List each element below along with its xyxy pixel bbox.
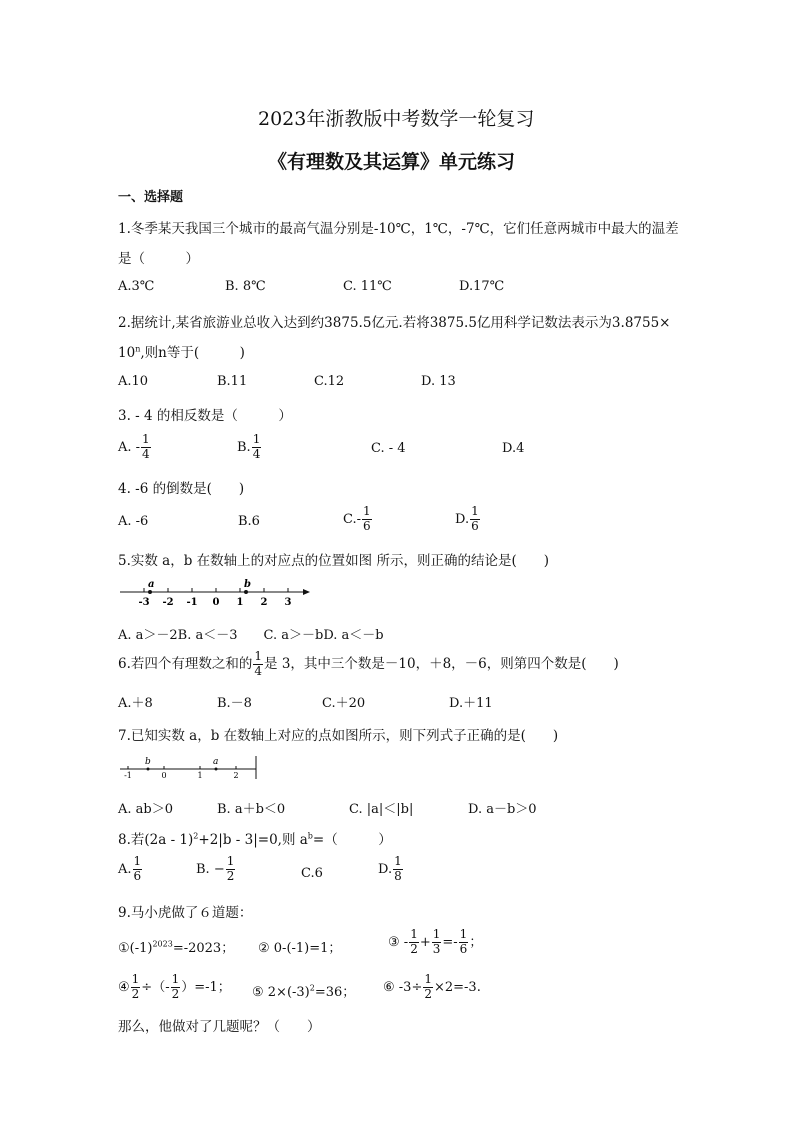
question-9-expression-2: ② 0-(-1)=1；: [258, 941, 342, 956]
question-3-stem: 3. - 4 的相反数是（ ）: [118, 408, 292, 424]
option-label: A. -: [118, 439, 141, 455]
question-9-prompt: 那么，他做对了几题呢？（ ）: [118, 1019, 321, 1035]
point-a: [215, 768, 218, 771]
question-3-option-a: [118, 433, 152, 462]
denominator: 2: [410, 941, 418, 956]
question-4-option-d: [455, 505, 481, 534]
question-9-expression-1: [118, 937, 234, 956]
fraction: [226, 855, 236, 884]
axis-tick-label: 0: [161, 771, 167, 780]
denominator: 4: [142, 446, 150, 461]
section-heading: 一、选择题: [118, 190, 184, 205]
axis-ticks: [124, 766, 238, 780]
numerator: 1: [410, 927, 418, 941]
question-4-option-b: B.6: [238, 514, 260, 529]
question-2-stem-rest: ,则n等于( ): [140, 345, 245, 361]
denominator: 2: [424, 986, 432, 1001]
question-2-option-a: A.10: [118, 374, 149, 389]
expr-eq: =-: [442, 934, 458, 950]
fraction: [253, 650, 263, 679]
point-b: [147, 768, 150, 771]
fraction: [409, 928, 419, 957]
page-subtitle: 《有理数及其运算》单元练习: [268, 151, 516, 173]
axis-arrow: [303, 589, 310, 595]
question-2-exponent: n: [135, 344, 141, 354]
exponent: 2: [309, 983, 315, 993]
denominator: 3: [432, 941, 441, 956]
point-b: [244, 590, 248, 594]
question-8-stem-a: 8.若(2a - 1): [118, 832, 194, 848]
point-a-label: a: [148, 579, 155, 590]
question-1-stem-line1: 1.冬季某天我国三个城市的最高气温分别是-10℃，1℃，-7℃，它们任意两城市中最大的温差: [118, 221, 679, 237]
axis-ticks: [138, 588, 291, 608]
question-6-stem-pre: 6.若四个有理数之和的: [118, 655, 253, 672]
denominator: 6: [133, 868, 142, 883]
expr-pre: ⑥ -3÷: [383, 979, 423, 995]
option-label: A.: [118, 861, 132, 877]
question-4-option-c: [343, 505, 373, 534]
question-2-option-d: D. 13: [421, 374, 456, 389]
question-7-stem: 7.已知实数 a，b 在数轴上对应的点如图所示，则下列式子正确的是( ): [118, 728, 559, 744]
question-1-stem-line2: 是（ ）: [118, 251, 199, 267]
denominator: 2: [226, 868, 235, 883]
question-2-stem-line1: 2.据统计,某省旅游业总收入达到约3875.5亿元.若将3875.5亿用科学记数法表示为3.8755×: [118, 315, 671, 331]
exponent: 2023: [152, 939, 173, 949]
question-9-expression-6: [383, 973, 481, 1002]
axis-tick-label: 2: [233, 771, 239, 780]
fraction: [362, 505, 372, 534]
axis-tick-label: 1: [197, 771, 203, 780]
fraction: [252, 433, 262, 462]
fraction: [171, 973, 181, 1002]
expr-rest: =36；: [314, 985, 356, 1000]
fraction: [470, 505, 480, 534]
question-8-option-b: [196, 855, 236, 884]
numerator: 1: [171, 972, 180, 986]
question-7-option-d: D. a－b＞0: [468, 802, 537, 817]
denominator: 4: [252, 446, 261, 461]
option-label: D.: [378, 861, 393, 877]
axis-tick-label: -1: [124, 771, 132, 780]
numerator: 1: [142, 432, 150, 446]
question-1-option-b: B. 8℃: [225, 279, 266, 294]
option-label: C.-: [343, 511, 362, 527]
expr-pre: ④: [118, 979, 130, 995]
exponent: b: [307, 831, 313, 841]
axis-tick-label: -2: [162, 597, 174, 608]
question-2-base: 10: [118, 345, 136, 361]
question-8-option-d: [378, 855, 404, 884]
point-b-label: b: [244, 579, 251, 590]
question-6-option-c: C.＋20: [322, 696, 366, 711]
fraction: [423, 973, 433, 1002]
numerator: 1: [254, 649, 263, 663]
axis-tick-label: 0: [212, 597, 220, 608]
question-5-options: A. a＞－2B. a＜－3 C. a＞－bD. a＜－b: [118, 628, 384, 643]
question-6-option-b: B.－8: [217, 696, 252, 711]
denominator: 6: [363, 518, 371, 533]
axis-tick-label: 1: [236, 597, 244, 608]
question-7-option-b: B. a＋b＜0: [217, 802, 286, 817]
question-4-stem: 4. -6 的倒数是( ): [118, 481, 245, 497]
question-1-option-d: D.17℃: [459, 279, 505, 294]
question-6-stem-post: 是 3，其中三个数是－10，＋8，－6，则第四个数是( ): [264, 655, 619, 672]
point-b-label: b: [145, 757, 151, 767]
expr-rest: =-2023；: [172, 941, 235, 956]
axis-tick-label: -1: [186, 597, 198, 608]
question-2-stem-line2: [118, 341, 245, 361]
fraction: [459, 928, 469, 957]
expr-base: ⑤ 2×(-3): [252, 985, 310, 1000]
question-9-expression-5: [252, 981, 355, 1000]
question-8-option-c: C.6: [301, 866, 323, 881]
question-9-expression-3: [388, 928, 482, 957]
question-4-option-a: A. -6: [118, 514, 149, 529]
option-label: B.: [237, 439, 251, 455]
expr-pre: ③ -: [388, 934, 409, 950]
expr-mid: ÷（-: [141, 979, 170, 995]
question-2-option-c: C.12: [314, 374, 345, 389]
point-a: [148, 590, 152, 594]
page-title: 2023年浙教版中考数学一轮复习: [258, 108, 535, 130]
fraction: [133, 855, 143, 884]
question-9-expression-4: [118, 973, 231, 1002]
numerator: 1: [459, 927, 468, 941]
axis-tick-label: 3: [284, 597, 292, 608]
expr-base: ①(-1): [118, 941, 153, 956]
denominator: 2: [171, 986, 180, 1001]
question-3-option-d: D.4: [502, 441, 525, 456]
question-1-option-c: C. 11℃: [343, 279, 392, 294]
question-7-number-line: [118, 754, 263, 782]
expr-end: ；: [469, 934, 483, 950]
exponent: 2: [193, 831, 199, 841]
fraction: [131, 973, 141, 1002]
numerator: 1: [394, 854, 402, 868]
question-6-option-a: A.＋8: [118, 696, 153, 711]
fraction: [141, 433, 151, 462]
question-5-number-line: [118, 578, 313, 610]
question-8-stem: [118, 828, 392, 848]
denominator: 6: [471, 518, 479, 533]
question-7-option-c: C. |a|＜|b|: [349, 802, 414, 817]
question-8-option-a: [118, 855, 143, 884]
question-8-stem-c: =（ ）: [312, 832, 392, 848]
point-a-label: a: [213, 757, 219, 767]
numerator: 1: [424, 972, 432, 986]
numerator: 1: [252, 432, 261, 446]
denominator: 6: [459, 941, 468, 956]
fraction: [432, 928, 442, 957]
denominator: 8: [394, 868, 402, 883]
question-3-option-b: [237, 433, 262, 462]
option-label: D.: [455, 511, 470, 527]
question-8-stem-b: +2|b - 3|=0,则 a: [198, 832, 308, 848]
expr-op: +: [419, 934, 431, 950]
numerator: 1: [432, 927, 441, 941]
question-9-stem: 9.马小虎做了６道题：: [118, 905, 253, 921]
expr-end: ）=-1；: [181, 979, 231, 995]
option-label: B. −: [196, 861, 225, 877]
fraction: [393, 855, 403, 884]
denominator: 2: [131, 986, 140, 1001]
question-1-option-a: A.3℃: [118, 279, 155, 294]
question-3-option-c: C. - 4: [371, 441, 406, 456]
numerator: 1: [133, 854, 142, 868]
axis-tick-label: -3: [138, 597, 150, 608]
question-7-option-a: A. ab＞0: [118, 802, 173, 817]
numerator: 1: [363, 504, 371, 518]
question-5-stem: 5.实数 a，b 在数轴上的对应点的位置如图 所示，则正确的结论是( ): [118, 553, 549, 569]
numerator: 1: [226, 854, 235, 868]
denominator: 4: [254, 663, 263, 678]
question-6-option-d: D.＋11: [449, 696, 493, 711]
question-2-option-b: B.11: [217, 374, 248, 389]
expr-end: ×2=-3.: [433, 979, 481, 995]
axis-tick-label: 2: [260, 597, 268, 608]
question-6-stem: [118, 650, 619, 679]
numerator: 1: [131, 972, 140, 986]
numerator: 1: [471, 504, 479, 518]
